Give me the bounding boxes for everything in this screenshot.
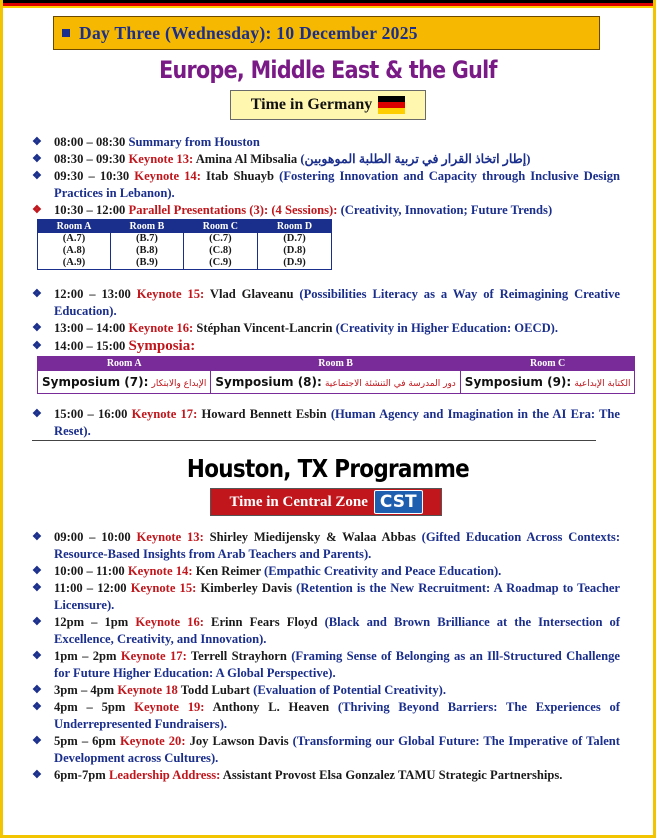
schedule-item xyxy=(32,320,620,337)
item-speaker: Kimberley Davis xyxy=(200,581,293,595)
item-speaker: Erinn Fears Floyd xyxy=(211,615,318,629)
parallel-rooms-table xyxy=(37,219,332,270)
central-time-label: Time in Central Zone xyxy=(229,493,368,510)
room-cell: (A.7) xyxy=(38,233,111,246)
item-time: 10:30 – 12:00 xyxy=(54,203,126,217)
item-time: 12pm – 1pm xyxy=(54,615,129,629)
houston-section-title: Houston, TX Programme xyxy=(186,454,470,483)
symposium-room-header: Room C xyxy=(460,357,635,371)
room-cell: (C.7) xyxy=(183,233,257,246)
item-time: 08:00 – 08:30 xyxy=(54,135,126,149)
schedule-item xyxy=(32,286,620,320)
item-label: Keynote 20: xyxy=(119,734,186,748)
item-time: 15:00 – 16:00 xyxy=(54,407,128,421)
symposium-room-header: Room B xyxy=(211,357,460,371)
item-label: Keynote 16: xyxy=(135,615,204,629)
diamond-bullet-icon: ❖ xyxy=(32,701,42,713)
diamond-bullet-icon: ❖ xyxy=(32,616,42,628)
diamond-bullet-icon: ❖ xyxy=(32,408,42,420)
schedule-item xyxy=(32,406,620,440)
diamond-bullet-icon: ❖ xyxy=(32,204,42,216)
item-speaker: Anthony L. Heaven xyxy=(212,700,330,714)
item-time: 3pm – 4pm xyxy=(54,683,115,697)
room-header: Room B xyxy=(110,220,183,233)
room-cell: (A.8) xyxy=(38,245,111,257)
item-label: Keynote 13: xyxy=(128,152,194,166)
diamond-bullet-icon: ❖ xyxy=(32,340,42,352)
cst-badge: CST xyxy=(374,490,423,514)
diamond-bullet-icon: ❖ xyxy=(32,288,42,300)
symposium-cell xyxy=(211,371,460,394)
schedule-item xyxy=(32,699,620,733)
item-speaker: Assistant Provost Elsa Gonzalez TAMU Strategic Partnerships. xyxy=(222,768,563,782)
item-time: 09:30 – 10:30 xyxy=(54,169,130,183)
schedule-item xyxy=(32,614,620,648)
item-topic: (Thriving Beyond Barriers: The Experiences of Underrepresented Fundraisers). xyxy=(54,700,620,731)
item-time: 09:00 – 10:00 xyxy=(54,530,131,544)
item-time: 08:30 – 09:30 xyxy=(54,152,126,166)
item-label: Keynote 14: xyxy=(134,169,201,183)
symposium-name: Symposium (7): xyxy=(42,375,149,389)
table-row xyxy=(38,233,332,246)
symposia-heading-list xyxy=(32,338,620,355)
symposium-name: Symposium (8): xyxy=(215,375,322,389)
section-divider xyxy=(32,440,596,441)
europe-schedule-part1 xyxy=(32,134,620,219)
diamond-bullet-icon: ❖ xyxy=(32,769,42,781)
item-topic: (Black and Brown Brilliance at the Intersection of Excellence, Creativity, and Innovation). xyxy=(54,615,621,646)
item-topic: (Framing Sense of Belonging as an Ill-Structured Challenge for Future Higher Education: A Global Perspective). xyxy=(54,649,621,680)
diamond-bullet-icon: ❖ xyxy=(32,531,42,543)
diamond-bullet-icon: ❖ xyxy=(32,650,42,662)
item-label: Leadership Address: xyxy=(108,768,221,782)
symposium-room-header: Room A xyxy=(38,357,211,371)
room-cell: (D.9) xyxy=(257,257,331,270)
day-title: Day Three (Wednesday): 10 December 2025 xyxy=(79,22,418,43)
symposia-time: 14:00 – 15:00 xyxy=(54,339,126,353)
schedule-item xyxy=(32,134,620,151)
item-topic: (Creativity in Higher Education: OECD). xyxy=(335,321,559,335)
item-speaker: Stéphan Vincent-Lancrin xyxy=(196,321,333,335)
item-label: Keynote 16: xyxy=(128,321,194,335)
symposium-cell xyxy=(38,371,211,394)
room-cell: (B.7) xyxy=(110,233,183,246)
item-label: Keynote 19: xyxy=(134,700,205,714)
schedule-item xyxy=(32,563,620,580)
item-topic: (Possibilities Literacy as a Way of Reimagining Creative Education). xyxy=(54,287,621,318)
symposium-arabic-title: الكتابة الإبداعية xyxy=(574,379,631,389)
diamond-bullet-icon: ❖ xyxy=(32,153,42,165)
item-topic: (Transforming our Global Future: The Imperative of Talent Development across Cultures). xyxy=(54,734,620,765)
item-speaker: Ken Reimer xyxy=(195,564,261,578)
europe-schedule-part3 xyxy=(32,406,620,440)
table-row xyxy=(38,257,332,270)
schedule-item xyxy=(32,648,620,682)
item-topic: Summary from Houston xyxy=(128,135,260,149)
schedule-item xyxy=(32,580,620,614)
german-flag-icon xyxy=(378,96,405,114)
item-topic: (Fostering Innovation and Capacity through Inclusive Design Practices in Lebanon). xyxy=(54,169,621,200)
room-header: Room C xyxy=(183,220,257,233)
germany-time-label: Time in Germany xyxy=(250,96,373,113)
symposia-item xyxy=(32,338,620,355)
schedule-item xyxy=(32,682,620,699)
item-label: Keynote 15: xyxy=(136,287,205,301)
item-label: Parallel Presentations (3): (4 Sessions): xyxy=(128,203,338,217)
germany-time-box xyxy=(230,90,426,120)
top-flag-stripe xyxy=(0,0,656,8)
europe-section-title: Europe, Middle East & the Gulf xyxy=(159,56,497,84)
item-time: 1pm – 2pm xyxy=(54,649,117,663)
central-time-box xyxy=(210,488,442,516)
room-cell: (A.9) xyxy=(38,257,111,270)
symposium-cell xyxy=(460,371,635,394)
item-topic: (Creativity, Innovation; Future Trends) xyxy=(340,203,553,217)
item-topic: (إطار اتخاذ القرار في تربية الطلبة الموهوبين) xyxy=(300,152,531,166)
item-time: 11:00 – 12:00 xyxy=(54,581,127,595)
item-topic: (Human Agency and Imagination in the AI Era: The Reset). xyxy=(54,407,620,438)
item-time: 4pm – 5pm xyxy=(54,700,126,714)
item-speaker: Joy Lawson Davis xyxy=(189,734,289,748)
item-speaker: Amina Al Mibsalia xyxy=(195,152,298,166)
europe-schedule-part2 xyxy=(32,286,620,337)
item-time: 13:00 – 14:00 xyxy=(54,321,126,335)
item-speaker: Terrell Strayhorn xyxy=(190,649,287,663)
room-header: Room A xyxy=(38,220,111,233)
item-time: 5pm – 6pm xyxy=(54,734,116,748)
table-row xyxy=(38,245,332,257)
item-label: Keynote 15: xyxy=(130,581,197,595)
item-label: Keynote 17: xyxy=(120,649,187,663)
symposium-name: Symposium (9): xyxy=(464,375,572,389)
item-speaker: Howard Bennett Esbin xyxy=(201,407,327,421)
schedule-item xyxy=(32,529,620,563)
diamond-bullet-icon: ❖ xyxy=(32,136,42,148)
item-label: Keynote 17: xyxy=(131,407,198,421)
item-label: Keynote 14: xyxy=(127,564,193,578)
item-speaker: Itab Shuayb xyxy=(205,169,275,183)
room-cell: (C.8) xyxy=(183,245,257,257)
item-topic: (Gifted Education Across Contexts: Resource-Based Insights from Arab Teachers and Parents). xyxy=(54,530,621,561)
item-topic: (Retention is the New Recruitment: A Roadmap to Teacher Licensure). xyxy=(54,581,621,612)
symposium-arabic-title: الإبداع والابتكار xyxy=(151,379,207,389)
symposium-arabic-title: دور المدرسة في التنشئة الاجتماعية xyxy=(324,379,456,389)
day-banner xyxy=(53,16,600,50)
symposia-label: Symposia: xyxy=(128,338,196,354)
item-time: 10:00 – 11:00 xyxy=(54,564,125,578)
item-topic: (Evaluation of Potential Creativity). xyxy=(253,683,446,697)
room-header: Room D xyxy=(257,220,331,233)
room-cell: (C.9) xyxy=(183,257,257,270)
item-time: 12:00 – 13:00 xyxy=(54,287,131,301)
diamond-bullet-icon: ❖ xyxy=(32,735,42,747)
schedule-item xyxy=(32,151,620,168)
symposia-rooms-table xyxy=(37,356,635,394)
room-cell: (D.7) xyxy=(257,233,331,246)
schedule-item xyxy=(32,202,620,219)
item-time: 6pm-7pm xyxy=(54,768,106,782)
room-cell: (B.8) xyxy=(110,245,183,257)
diamond-bullet-icon: ❖ xyxy=(32,565,42,577)
diamond-bullet-icon: ❖ xyxy=(32,322,42,334)
item-speaker: Todd Lubart xyxy=(180,683,250,697)
schedule-item xyxy=(32,733,620,767)
square-bullet-icon xyxy=(62,29,70,37)
schedule-item xyxy=(32,767,620,784)
houston-schedule xyxy=(32,529,620,784)
room-cell: (D.8) xyxy=(257,245,331,257)
page-border-left xyxy=(0,0,3,838)
item-speaker: Vlad Glaveanu xyxy=(209,287,294,301)
item-topic: (Empathic Creativity and Peace Education). xyxy=(264,564,502,578)
diamond-bullet-icon: ❖ xyxy=(32,582,42,594)
schedule-item xyxy=(32,168,620,202)
diamond-bullet-icon: ❖ xyxy=(32,170,42,182)
room-cell: (B.9) xyxy=(110,257,183,270)
item-speaker: Shirley Miedijensky & Walaa Abbas xyxy=(209,530,416,544)
item-label: Keynote 13: xyxy=(136,530,204,544)
diamond-bullet-icon: ❖ xyxy=(32,684,42,696)
item-label: Keynote 18 xyxy=(117,683,178,697)
